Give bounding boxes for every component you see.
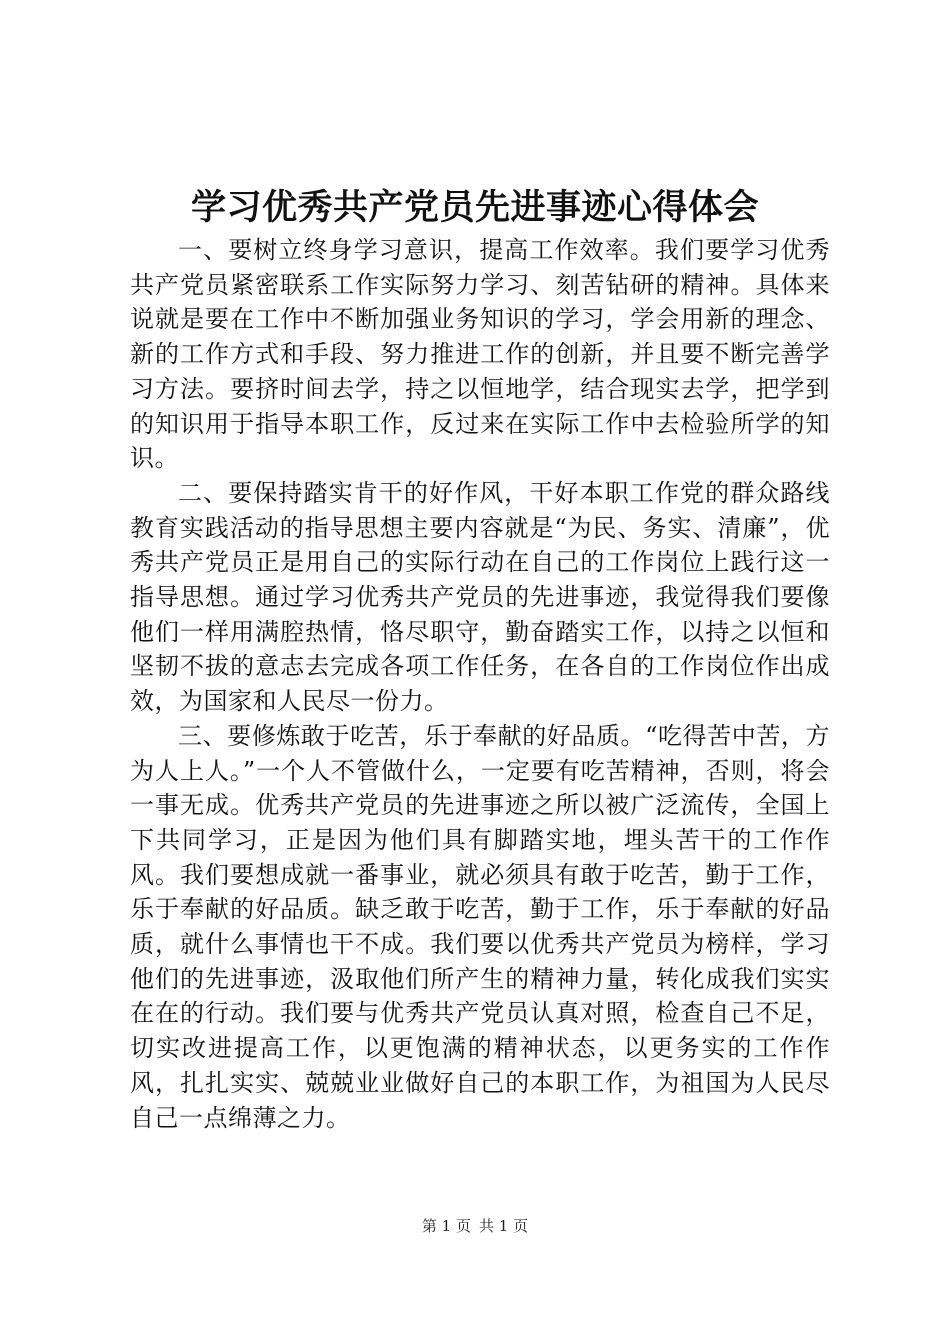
page-footer <box>0 1216 950 1236</box>
page-count: 共 1 页 <box>479 1217 529 1235</box>
paragraph-1: 一、要树立终身学习意识，提高工作效率。我们要学习优秀共产党员紧密联系工作实际努力学习、刻苦钻研的精神。具体来说就是要在工作中不断加强业务知识的学习，学会用新的理念、新的工作方式和手段、努力推进工作的创新，并且要不断完善学习方法。要挤时间去学，持之以恒地学，结合现实去学，把学到的知识用于指导本职工作，反过来在实际工作中去检验所学的知识。 <box>130 236 830 473</box>
document-body <box>130 233 830 1135</box>
paragraph-2: 二、要保持踏实肯干的好作风，干好本职工作党的群众路线教育实践活动的指导思想主要内容就是“为民、务实、清廉”，优秀共产党员正是用自己的实际行动在自己的工作岗位上践行这一指导思想。通过学习优秀共产党员的先进事迹，我觉得我们要像他们一样用满腔热情，恪尽职守，勤奋踏实工作，以持之以恒和坚韧不拔的意志去完成各项工作任务，在各自的工作岗位作出成效，为国家和人民尽一份力。 <box>130 478 830 716</box>
paragraph-3: 三、要修炼敢于吃苦，乐于奉献的好品质。“吃得苦中苦，方为人上人。”一个人不管做什么，一定要有吃苦精神，否则，将会一事无成。优秀共产党员的先进事迹之所以被广泛流传，全国上下共同学习，正是因为他们具有脚踏实地，埋头苦干的工作作风。我们要想成就一番事业，就必须具有敢于吃苦，勤于工作，乐于奉献的好品质。缺乏敢于吃苦，勤于工作，乐于奉献的好品质，就什么事情也干不成。我们要以优秀共产党员为榜样，学习他们的先进事迹，汲取他们所产生的精神力量，转化成我们实实在在的行动。我们要与优秀共产党员认真对照，检查自己不足，切实改进提高工作，以更饱满的精神状态，以更务实的工作作风，扎扎实实、兢兢业业做好自己的本职工作，为祖国为人民尽自己一点绵薄之力。 <box>130 721 830 1132</box>
page-number: 第 1 页 <box>421 1217 471 1235</box>
document-title: 学习优秀共产党员先进事迹心得体会 <box>190 187 759 228</box>
